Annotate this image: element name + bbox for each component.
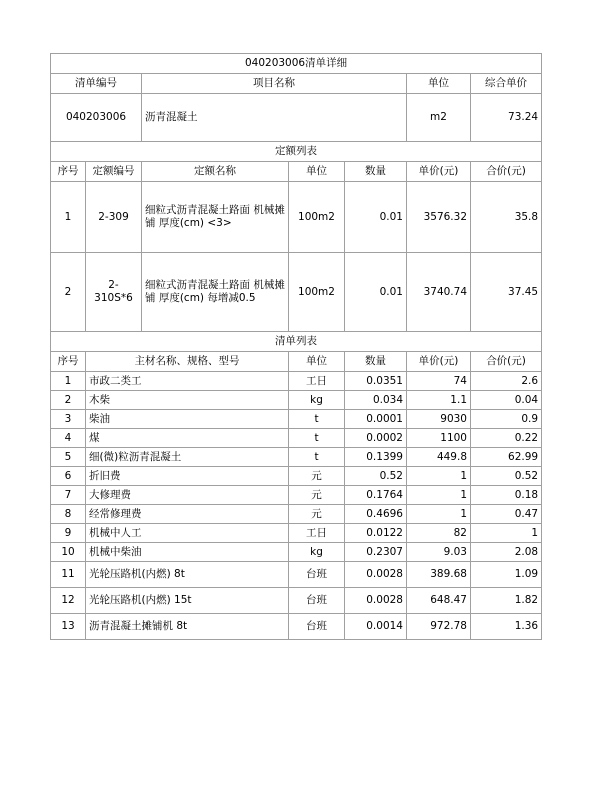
material-unit-price: 74 — [407, 372, 471, 391]
material-unit: 工日 — [289, 524, 345, 543]
material-unit-price: 648.47 — [407, 588, 471, 614]
material-no: 10 — [51, 543, 86, 562]
material-total: 0.22 — [471, 429, 542, 448]
material-unit: t — [289, 429, 345, 448]
material-qty: 0.2307 — [345, 543, 407, 562]
quota-total: 37.45 — [471, 253, 542, 332]
material-section-title: 清单列表 — [51, 332, 542, 352]
material-no: 1 — [51, 372, 86, 391]
material-unit-price: 1 — [407, 467, 471, 486]
table-row — [51, 448, 542, 467]
material-name: 机械中柴油 — [86, 543, 289, 562]
material-total: 1.36 — [471, 614, 542, 640]
item-price: 73.24 — [471, 94, 542, 142]
material-total: 2.08 — [471, 543, 542, 562]
material-no: 2 — [51, 391, 86, 410]
quota-qty-header: 数量 — [345, 162, 407, 182]
material-section-row — [51, 332, 542, 352]
material-qty: 0.1399 — [345, 448, 407, 467]
material-unit-price: 9.03 — [407, 543, 471, 562]
quota-unit-price-header: 单价(元) — [407, 162, 471, 182]
material-no: 13 — [51, 614, 86, 640]
material-total: 1.82 — [471, 588, 542, 614]
material-unit-price: 1.1 — [407, 391, 471, 410]
material-unit: kg — [289, 391, 345, 410]
material-total: 0.52 — [471, 467, 542, 486]
quota-unit-header: 单位 — [289, 162, 345, 182]
table-title: 040203006清单详细 — [51, 54, 542, 74]
material-unit: kg — [289, 543, 345, 562]
item-header-row — [51, 74, 542, 94]
material-total: 0.04 — [471, 391, 542, 410]
table-row — [51, 562, 542, 588]
material-name: 经常修理费 — [86, 505, 289, 524]
material-unit-price-header: 单价(元) — [407, 352, 471, 372]
material-unit-price: 1100 — [407, 429, 471, 448]
quota-total: 35.8 — [471, 182, 542, 253]
item-code-header: 清单编号 — [51, 74, 142, 94]
table-row — [51, 391, 542, 410]
table-row — [51, 486, 542, 505]
material-list — [51, 372, 542, 640]
material-unit-price: 9030 — [407, 410, 471, 429]
material-total: 1.09 — [471, 562, 542, 588]
quota-row — [51, 182, 542, 253]
bill-detail-table — [50, 53, 542, 640]
material-total: 0.47 — [471, 505, 542, 524]
table-row — [51, 372, 542, 391]
material-name: 煤 — [86, 429, 289, 448]
quota-code-header: 定额编号 — [86, 162, 142, 182]
quota-no: 1 — [51, 182, 86, 253]
material-qty: 0.0002 — [345, 429, 407, 448]
material-name: 细(微)粒沥青混凝土 — [86, 448, 289, 467]
material-unit: 元 — [289, 505, 345, 524]
material-name: 柴油 — [86, 410, 289, 429]
material-no: 9 — [51, 524, 86, 543]
quota-code: 2-309 — [86, 182, 142, 253]
table-row — [51, 524, 542, 543]
material-unit: 台班 — [289, 562, 345, 588]
material-unit: t — [289, 410, 345, 429]
material-unit: 工日 — [289, 372, 345, 391]
quota-unit: 100m2 — [289, 253, 345, 332]
material-name: 市政二类工 — [86, 372, 289, 391]
table-row — [51, 467, 542, 486]
material-qty: 0.52 — [345, 467, 407, 486]
quota-unit: 100m2 — [289, 182, 345, 253]
table-row — [51, 588, 542, 614]
title-row — [51, 54, 542, 74]
material-unit: 台班 — [289, 588, 345, 614]
table-row — [51, 429, 542, 448]
quota-total-header: 合价(元) — [471, 162, 542, 182]
quota-section-row — [51, 142, 542, 162]
material-no-header: 序号 — [51, 352, 86, 372]
material-qty: 0.4696 — [345, 505, 407, 524]
quota-section-title: 定额列表 — [51, 142, 542, 162]
material-no: 3 — [51, 410, 86, 429]
material-no: 7 — [51, 486, 86, 505]
item-row — [51, 94, 542, 142]
material-unit-header: 单位 — [289, 352, 345, 372]
quota-name: 细粒式沥青混凝土路面 机械摊铺 厚度(cm) <3> — [142, 182, 289, 253]
material-name: 光轮压路机(内燃) 8t — [86, 562, 289, 588]
quota-no: 2 — [51, 253, 86, 332]
material-name: 木柴 — [86, 391, 289, 410]
table-row — [51, 543, 542, 562]
material-name: 大修理费 — [86, 486, 289, 505]
quota-unit-price: 3576.32 — [407, 182, 471, 253]
material-unit: 元 — [289, 467, 345, 486]
material-no: 4 — [51, 429, 86, 448]
material-unit-price: 449.8 — [407, 448, 471, 467]
quota-qty: 0.01 — [345, 182, 407, 253]
quota-name-header: 定额名称 — [142, 162, 289, 182]
material-no: 5 — [51, 448, 86, 467]
quota-code: 2-310S*6 — [86, 253, 142, 332]
material-total: 0.9 — [471, 410, 542, 429]
item-name: 沥青混凝土 — [142, 94, 407, 142]
material-qty: 0.0028 — [345, 562, 407, 588]
material-unit: 台班 — [289, 614, 345, 640]
quota-unit-price: 3740.74 — [407, 253, 471, 332]
material-qty: 0.0001 — [345, 410, 407, 429]
table-row — [51, 614, 542, 640]
material-no: 11 — [51, 562, 86, 588]
material-qty: 0.034 — [345, 391, 407, 410]
material-qty: 0.0351 — [345, 372, 407, 391]
material-no: 6 — [51, 467, 86, 486]
material-qty-header: 数量 — [345, 352, 407, 372]
material-total: 0.18 — [471, 486, 542, 505]
table-row — [51, 410, 542, 429]
quota-no-header: 序号 — [51, 162, 86, 182]
material-qty: 0.0122 — [345, 524, 407, 543]
quota-qty: 0.01 — [345, 253, 407, 332]
quota-row — [51, 253, 542, 332]
material-no: 12 — [51, 588, 86, 614]
material-unit-price: 389.68 — [407, 562, 471, 588]
material-total: 62.99 — [471, 448, 542, 467]
material-unit-price: 82 — [407, 524, 471, 543]
material-unit-price: 1 — [407, 505, 471, 524]
material-total-header: 合价(元) — [471, 352, 542, 372]
item-price-header: 综合单价 — [471, 74, 542, 94]
material-unit: 元 — [289, 486, 345, 505]
material-name-header: 主材名称、规格、型号 — [86, 352, 289, 372]
material-qty: 0.0014 — [345, 614, 407, 640]
material-no: 8 — [51, 505, 86, 524]
quota-header-row — [51, 162, 542, 182]
material-unit-price: 972.78 — [407, 614, 471, 640]
material-qty: 0.0028 — [345, 588, 407, 614]
item-unit-header: 单位 — [407, 74, 471, 94]
item-unit: m2 — [407, 94, 471, 142]
quota-name: 细粒式沥青混凝土路面 机械摊铺 厚度(cm) 每增减0.5 — [142, 253, 289, 332]
material-name: 机械中人工 — [86, 524, 289, 543]
material-total: 1 — [471, 524, 542, 543]
material-qty: 0.1764 — [345, 486, 407, 505]
table-row — [51, 505, 542, 524]
material-name: 折旧费 — [86, 467, 289, 486]
item-code: 040203006 — [51, 94, 142, 142]
material-unit: t — [289, 448, 345, 467]
material-name: 光轮压路机(内燃) 15t — [86, 588, 289, 614]
material-unit-price: 1 — [407, 486, 471, 505]
material-header-row — [51, 352, 542, 372]
material-total: 2.6 — [471, 372, 542, 391]
material-name: 沥青混凝土摊铺机 8t — [86, 614, 289, 640]
item-name-header: 项目名称 — [142, 74, 407, 94]
